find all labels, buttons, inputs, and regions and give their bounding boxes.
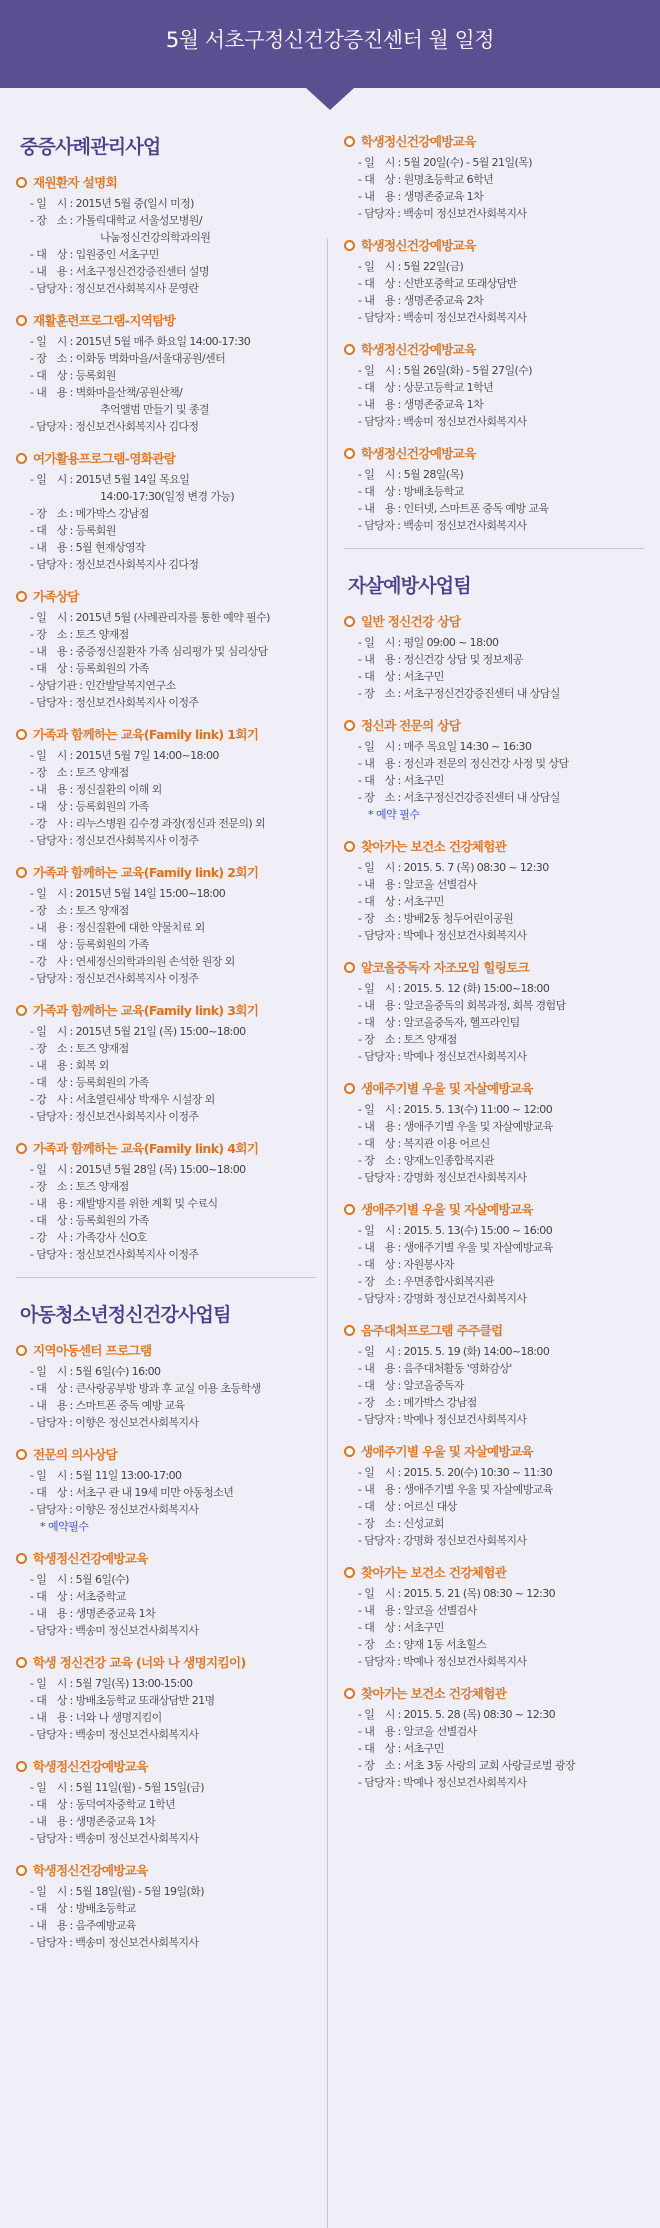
section-divider bbox=[16, 1277, 316, 1278]
detail-row: - 일 시 : 2015년 5월 매주 화요일 14:00-17:30 bbox=[30, 335, 251, 348]
schedule-item bbox=[16, 1341, 316, 1431]
detail-row: - 내 용 : 정신질환의 이해 외 bbox=[30, 783, 162, 796]
detail-row: - 대 상 : 어르신 대상 bbox=[358, 1500, 457, 1513]
detail-row: - 장 소 : 신성교회 bbox=[358, 1517, 444, 1530]
detail-row: - 강 사 : 리누스병원 김수경 과장(정신과 전문의) 외 bbox=[30, 817, 266, 830]
detail-row: - 담당자 : 박예나 정신보건사회복지사 bbox=[358, 1655, 527, 1668]
detail-row: - 담당자 : 백송미 정신보건사회복지사 bbox=[358, 207, 527, 220]
detail-row: - 강 사 : 가족강사 신O호 bbox=[30, 1231, 147, 1244]
item-title: 전문의 의사상담 bbox=[33, 1447, 118, 1462]
item-title-row bbox=[16, 311, 316, 329]
detail-row: - 내 용 : 5월 현재상영작 bbox=[30, 541, 146, 554]
detail-row: - 대 상 : 등록회원 bbox=[30, 524, 116, 537]
item-title-row bbox=[344, 444, 644, 462]
reservation-note: * 예약 필수 bbox=[368, 808, 420, 821]
orange-circle-icon bbox=[344, 1688, 355, 1699]
orange-circle-icon bbox=[344, 1325, 355, 1336]
orange-circle-icon bbox=[344, 1567, 355, 1578]
orange-circle-icon bbox=[344, 448, 355, 459]
detail-row: - 담당자 : 강명화 정신보건사회복지사 bbox=[358, 1171, 527, 1184]
detail-row: - 일 시 : 2015년 5월 21일 (목) 15:00~18:00 bbox=[30, 1025, 246, 1038]
item-title-row bbox=[344, 132, 644, 150]
detail-row: - 대 상 : 원명초등학교 6학년 bbox=[358, 173, 494, 186]
detail-row: - 대 상 : 방배초등학교 bbox=[30, 1902, 136, 1915]
detail-row: - 내 용 : 음주대처활동 '영화감상' bbox=[358, 1362, 512, 1375]
item-title-row bbox=[16, 173, 316, 191]
orange-circle-icon bbox=[16, 1449, 27, 1460]
orange-circle-icon bbox=[16, 1865, 27, 1876]
item-title-row bbox=[16, 1139, 316, 1157]
item-title: 가족과 함께하는 교육(Family link) 1회기 bbox=[33, 727, 259, 742]
item-title: 학생정신건강예방교육 bbox=[33, 1863, 148, 1878]
item-title-row bbox=[344, 236, 644, 254]
detail-row: - 내 용 : 음주예방교육 bbox=[30, 1919, 136, 1932]
item-title: 생애주기별 우울 및 자살예방교육 bbox=[361, 1444, 533, 1459]
detail-row: - 내 용 : 벽화마을산책/공원산책/ bbox=[30, 386, 183, 399]
item-title: 재원환자 설명회 bbox=[33, 175, 118, 190]
detail-row: - 담당자 : 정신보건사회복지사 이정주 bbox=[30, 696, 199, 709]
detail-row: - 내 용 : 너와 나 생명지킴이 bbox=[30, 1711, 162, 1724]
detail-row: - 장 소 : 토즈 양재점 bbox=[30, 1180, 129, 1193]
schedule-item bbox=[16, 863, 316, 987]
reservation-note: * 예약필수 bbox=[40, 1520, 89, 1533]
item-title: 학생정신건강예방교육 bbox=[361, 342, 476, 357]
detail-row: 추억앨범 만들기 및 종결 bbox=[100, 403, 209, 416]
detail-row: - 일 시 : 2015. 5. 13(수) 15:00 ~ 16:00 bbox=[358, 1224, 553, 1237]
detail-row: - 담당자 : 박예나 정신보건사회복지사 bbox=[358, 1776, 527, 1789]
schedule-item bbox=[344, 1563, 644, 1670]
detail-row: - 일 시 : 5월 11일(월) - 5월 15일(금) bbox=[30, 1781, 204, 1794]
detail-row: - 대 상 : 서초구민 bbox=[358, 1621, 444, 1634]
item-title-row bbox=[344, 716, 644, 734]
orange-circle-icon bbox=[16, 453, 27, 464]
detail-row: - 일 시 : 2015년 5월 14일 15:00~18:00 bbox=[30, 887, 226, 900]
detail-row: - 담당자 : 백송미 정신보건사회복지사 bbox=[30, 1936, 199, 1949]
item-title-row bbox=[16, 1341, 316, 1359]
item-title: 학생정신건강예방교육 bbox=[361, 134, 476, 149]
detail-row: - 대 상 : 신반포중학교 또래상담반 bbox=[358, 277, 517, 290]
item-title-row bbox=[344, 1321, 644, 1339]
detail-row: - 대 상 : 서초중학교 bbox=[30, 1590, 126, 1603]
detail-row: 14:00-17:30(일정 변경 가능) bbox=[100, 490, 235, 503]
schedule-item bbox=[16, 1549, 316, 1639]
detail-row: - 담당자 : 이향은 정신보건사회복지사 bbox=[30, 1416, 199, 1429]
detail-row: - 내 용 : 알코올중독의 회복과정, 회복 경험담 bbox=[358, 999, 566, 1012]
detail-row: - 내 용 : 스마트폰 중독 예방 교육 bbox=[30, 1399, 185, 1412]
section-title: 중증사례관리사업 bbox=[20, 136, 161, 158]
detail-row: - 담당자 : 정신보건사회복지사 김다정 bbox=[30, 420, 199, 433]
item-title: 가족상담 bbox=[33, 589, 79, 604]
detail-row: - 담당자 : 백송미 정신보건사회복지사 bbox=[30, 1728, 199, 1741]
schedule-item bbox=[16, 449, 316, 573]
detail-row: - 담당자 : 정신보건사회복지사 이정주 bbox=[30, 834, 199, 847]
item-title: 음주대처프로그램 주주클럽 bbox=[361, 1323, 503, 1338]
detail-row: - 담당자 : 박예나 정신보건사회복지사 bbox=[358, 1050, 527, 1063]
orange-circle-icon bbox=[344, 1446, 355, 1457]
detail-row: - 장 소 : 서초구정신건강증진센터 내 상담실 bbox=[358, 791, 560, 804]
detail-row: - 대 상 : 입원중인 서초구민 bbox=[30, 248, 159, 261]
orange-circle-icon bbox=[16, 1761, 27, 1772]
detail-row: - 장 소 : 메가박스 강남점 bbox=[358, 1396, 477, 1409]
schedule-content bbox=[0, 88, 660, 1965]
schedule-item bbox=[16, 1139, 316, 1263]
item-title-row bbox=[344, 612, 644, 630]
detail-row: - 대 상 : 등록회원의 가족 bbox=[30, 662, 149, 675]
schedule-item bbox=[16, 1653, 316, 1743]
orange-circle-icon bbox=[344, 1083, 355, 1094]
schedule-item bbox=[344, 1442, 644, 1549]
detail-row: - 대 상 : 서초구민 bbox=[358, 774, 444, 787]
detail-row: - 장 소 : 토즈 양재점 bbox=[30, 766, 129, 779]
item-title: 학생정신건강예방교육 bbox=[361, 238, 476, 253]
detail-row: - 장 소 : 토즈 양재점 bbox=[30, 904, 129, 917]
page-title: 5월 서초구정신건강증진센터 월 일정 bbox=[165, 28, 495, 52]
orange-circle-icon bbox=[344, 962, 355, 973]
detail-row: - 내 용 : 생명존중교육 1차 bbox=[30, 1607, 156, 1620]
detail-row: - 내 용 : 생명존중교육 2차 bbox=[358, 294, 484, 307]
item-title-row bbox=[16, 1001, 316, 1019]
detail-row: - 담당자 : 박예나 정신보건사회복지사 bbox=[358, 1413, 527, 1426]
detail-row: - 일 시 : 2015년 5월 28일 (목) 15:00~18:00 bbox=[30, 1163, 246, 1176]
schedule-item bbox=[344, 132, 644, 222]
schedule-item bbox=[344, 236, 644, 326]
schedule-item bbox=[344, 1200, 644, 1307]
detail-row: - 담당자 : 백송미 정신보건사회복지사 bbox=[358, 519, 527, 532]
detail-row: - 대 상 : 서초구민 bbox=[358, 895, 444, 908]
item-title: 알코올중독자 자조모임 힐링토크 bbox=[361, 960, 530, 975]
detail-row: - 일 시 : 2015년 5월 (사례관리자를 통한 예약 필수) bbox=[30, 611, 270, 624]
detail-row: - 장 소 : 토즈 양재점 bbox=[30, 628, 129, 641]
detail-row: - 대 상 : 알코올중독자 bbox=[358, 1379, 464, 1392]
detail-row: - 일 시 : 2015. 5. 7 (목) 08:30 ~ 12:30 bbox=[358, 861, 549, 874]
orange-circle-icon bbox=[344, 720, 355, 731]
item-title-row bbox=[344, 1079, 644, 1097]
item-title: 학생정신건강예방교육 bbox=[33, 1759, 148, 1774]
left-column bbox=[16, 132, 316, 1965]
item-title-row bbox=[16, 725, 316, 743]
schedule-item bbox=[344, 1079, 644, 1186]
item-title: 찾아가는 보건소 건강체험관 bbox=[361, 839, 507, 854]
item-title-row bbox=[16, 1549, 316, 1567]
detail-row: - 내 용 : 알코올 선별검사 bbox=[358, 1604, 477, 1617]
detail-row: - 일 시 : 매주 목요일 14:30 ~ 16:30 bbox=[358, 740, 532, 753]
detail-row: - 일 시 : 2015. 5. 13(수) 11:00 ~ 12:00 bbox=[358, 1103, 553, 1116]
detail-row: - 장 소 : 가톨릭대학교 서울성모병원/ bbox=[30, 214, 202, 227]
section-divider bbox=[344, 548, 644, 549]
schedule-item bbox=[344, 444, 644, 534]
detail-row: - 대 상 : 등록회원의 가족 bbox=[30, 1214, 149, 1227]
detail-row: - 담당자 : 정신보건사회복지사 문영란 bbox=[30, 282, 199, 295]
orange-circle-icon bbox=[16, 177, 27, 188]
item-title: 찾아가는 보건소 건강체험관 bbox=[361, 1686, 507, 1701]
detail-row: - 일 시 : 5월 18일(월) - 5월 19일(화) bbox=[30, 1885, 204, 1898]
detail-row: - 담당자 : 박예나 정신보건사회복지사 bbox=[358, 929, 527, 942]
item-title-row bbox=[344, 1684, 644, 1702]
detail-row: - 일 시 : 5월 7일(목) 13:00-15:00 bbox=[30, 1677, 193, 1690]
schedule-item bbox=[344, 1684, 644, 1791]
item-title: 생애주기별 우울 및 자살예방교육 bbox=[361, 1202, 533, 1217]
page-header bbox=[0, 0, 660, 88]
detail-row: - 일 시 : 2015. 5. 20(수) 10:30 ~ 11:30 bbox=[358, 1466, 553, 1479]
orange-circle-icon bbox=[16, 1345, 27, 1356]
detail-row: - 내 용 : 생애주기별 우울 및 자살예방교육 bbox=[358, 1120, 553, 1133]
detail-row: - 담당자 : 백송미 정신보건사회복지사 bbox=[30, 1832, 199, 1845]
item-title-row bbox=[16, 1757, 316, 1775]
orange-circle-icon bbox=[344, 616, 355, 627]
detail-row: - 일 시 : 평일 09:00 ~ 18:00 bbox=[358, 636, 499, 649]
item-title-row bbox=[344, 1563, 644, 1581]
orange-circle-icon bbox=[344, 841, 355, 852]
detail-row: - 대 상 : 서초구 관 내 19세 미만 아동청소년 bbox=[30, 1486, 234, 1499]
schedule-item bbox=[16, 311, 316, 435]
schedule-item bbox=[344, 1321, 644, 1428]
detail-row: - 담당자 : 강명화 정신보건사회복지사 bbox=[358, 1292, 527, 1305]
orange-circle-icon bbox=[344, 1204, 355, 1215]
item-title-row bbox=[16, 863, 316, 881]
orange-circle-icon bbox=[16, 729, 27, 740]
detail-row: - 일 시 : 2015년 5월 7일 14:00~18:00 bbox=[30, 749, 219, 762]
detail-row: - 담당자 : 백송미 정신보건사회복지사 bbox=[358, 311, 527, 324]
item-title: 찾아가는 보건소 건강체험관 bbox=[361, 1565, 507, 1580]
item-title: 재활훈련프로그램-지역탐방 bbox=[33, 313, 176, 328]
detail-row: - 강 사 : 서초열린세상 박재우 시설장 외 bbox=[30, 1093, 215, 1106]
item-title: 학생정신건강예방교육 bbox=[361, 446, 476, 461]
item-title-row bbox=[16, 1861, 316, 1879]
detail-row: - 내 용 : 알코올 선별검사 bbox=[358, 878, 477, 891]
detail-row: - 담당자 : 강명화 정신보건사회복지사 bbox=[358, 1534, 527, 1547]
detail-row: - 대 상 : 복지관 이용 어르신 bbox=[358, 1137, 490, 1150]
item-title: 가족과 함께하는 교육(Family link) 4회기 bbox=[33, 1141, 259, 1156]
detail-row: - 내 용 : 중증정신질환자 가족 심리평가 및 심리상담 bbox=[30, 645, 268, 658]
detail-row: - 강 사 : 연세정신의학과의원 손석한 원장 외 bbox=[30, 955, 235, 968]
detail-row: - 대 상 : 상문고등학교 1학년 bbox=[358, 381, 494, 394]
item-title-row bbox=[16, 449, 316, 467]
detail-row: - 대 상 : 등록회원의 가족 bbox=[30, 1076, 149, 1089]
detail-row: - 대 상 : 알코올중독자, 헬프라인팀 bbox=[358, 1016, 520, 1029]
item-title: 생애주기별 우울 및 자살예방교육 bbox=[361, 1081, 533, 1096]
schedule-item bbox=[344, 958, 644, 1065]
detail-row: - 담당자 : 정신보건사회복지사 이정주 bbox=[30, 972, 199, 985]
schedule-item bbox=[16, 1861, 316, 1951]
detail-row: - 담당자 : 이향은 정신보건사회복지사 bbox=[30, 1503, 199, 1516]
detail-row: - 내 용 : 생명존중교육 1차 bbox=[358, 398, 484, 411]
detail-row: - 일 시 : 5월 11일 13:00-17:00 bbox=[30, 1469, 182, 1482]
detail-row: - 일 시 : 2015. 5. 21 (목) 08:30 ~ 12:30 bbox=[358, 1587, 556, 1600]
detail-row: - 일 시 : 2015년 5월 중(일시 미정) bbox=[30, 197, 194, 210]
detail-row: - 일 시 : 5월 28일(목) bbox=[358, 468, 464, 481]
detail-row: - 일 시 : 5월 6일(수) bbox=[30, 1573, 129, 1586]
detail-row: - 내 용 : 인터넷, 스마트폰 중독 예방 교육 bbox=[358, 502, 549, 515]
schedule-item bbox=[16, 1757, 316, 1847]
detail-row: - 내 용 : 정신과 전문의 정신건강 사정 및 상담 bbox=[358, 757, 569, 770]
column-divider bbox=[327, 238, 328, 2228]
item-title: 지역아동센터 프로그램 bbox=[33, 1343, 152, 1358]
item-title: 정신과 전문의 상담 bbox=[361, 718, 461, 733]
detail-row: - 담당자 : 정신보건사회복지사 이정주 bbox=[30, 1110, 199, 1123]
item-title: 가족과 함께하는 교육(Family link) 3회기 bbox=[33, 1003, 259, 1018]
orange-circle-icon bbox=[344, 344, 355, 355]
right-column bbox=[344, 132, 644, 1965]
detail-row: - 장 소 : 메가박스 강남점 bbox=[30, 507, 149, 520]
detail-row: - 장 소 : 서초구정신건강증진센터 내 상담실 bbox=[358, 687, 560, 700]
detail-row: - 대 상 : 자원봉사자 bbox=[358, 1258, 454, 1271]
detail-row: - 담당자 : 정신보건사회복지사 이정주 bbox=[30, 1248, 199, 1261]
detail-row: - 상담기관 : 인간발달복지연구소 bbox=[30, 679, 176, 692]
detail-row: - 내 용 : 재발방지를 위한 계획 및 수료식 bbox=[30, 1197, 218, 1210]
item-title: 일반 정신건강 상담 bbox=[361, 614, 461, 629]
item-title-row bbox=[16, 1653, 316, 1671]
detail-row: - 내 용 : 정신질환에 대한 약물치료 외 bbox=[30, 921, 205, 934]
detail-row: - 일 시 : 2015년 5월 14일 목요일 bbox=[30, 473, 190, 486]
item-title-row bbox=[344, 1442, 644, 1460]
detail-row: - 일 시 : 2015. 5. 19 (화) 14:00~18:00 bbox=[358, 1345, 550, 1358]
item-title: 가족과 함께하는 교육(Family link) 2회기 bbox=[33, 865, 259, 880]
detail-row: - 장 소 : 양재 1동 서초힐스 bbox=[358, 1638, 486, 1651]
item-title: 여가활용프로그램-영화관람 bbox=[33, 451, 176, 466]
item-title-row bbox=[344, 1200, 644, 1218]
orange-circle-icon bbox=[16, 315, 27, 326]
schedule-item bbox=[344, 837, 644, 944]
item-title-row bbox=[344, 958, 644, 976]
schedule-item bbox=[16, 1445, 316, 1535]
detail-row: - 대 상 : 동덕여자중학교 1학년 bbox=[30, 1798, 176, 1811]
orange-circle-icon bbox=[16, 1553, 27, 1564]
detail-row: - 내 용 : 서초구정신건강증진센터 설명 bbox=[30, 265, 209, 278]
schedule-item bbox=[16, 587, 316, 711]
detail-row: - 일 시 : 2015. 5. 12 (화) 15:00~18:00 bbox=[358, 982, 550, 995]
detail-row: - 일 시 : 5월 6일(수) 16:00 bbox=[30, 1365, 161, 1378]
detail-row: - 일 시 : 2015. 5. 28 (목) 08:30 ~ 12:30 bbox=[358, 1708, 556, 1721]
orange-circle-icon bbox=[344, 240, 355, 251]
detail-row: - 장 소 : 양재노인종합복지관 bbox=[358, 1154, 494, 1167]
detail-row: - 일 시 : 5월 20일(수) - 5월 21일(목) bbox=[358, 156, 532, 169]
detail-row: - 내 용 : 회복 외 bbox=[30, 1059, 109, 1072]
detail-row: - 담당자 : 백송미 정신보건사회복지사 bbox=[30, 1624, 199, 1637]
section-title: 아동청소년정신건강사업팀 bbox=[20, 1304, 231, 1326]
detail-row: - 대 상 : 서초구민 bbox=[358, 670, 444, 683]
detail-row: - 대 상 : 방배초등학교 bbox=[358, 485, 464, 498]
item-title-row bbox=[16, 1445, 316, 1463]
detail-row: - 내 용 : 정신건강 상담 및 정보제공 bbox=[358, 653, 523, 666]
item-title: 학생 정신건강 교육 (너와 나 생명지킴이) bbox=[33, 1655, 246, 1670]
item-title-row bbox=[344, 340, 644, 358]
schedule-item bbox=[344, 716, 644, 823]
item-title-row bbox=[16, 587, 316, 605]
orange-circle-icon bbox=[16, 1143, 27, 1154]
detail-row: - 내 용 : 생애주기별 우울 및 자살예방교육 bbox=[358, 1241, 553, 1254]
orange-circle-icon bbox=[16, 1657, 27, 1668]
schedule-item bbox=[16, 725, 316, 849]
detail-row: - 장 소 : 방배2동 청두어린이공원 bbox=[358, 912, 514, 925]
orange-circle-icon bbox=[16, 1005, 27, 1016]
detail-row: - 내 용 : 생애주기별 우울 및 자살예방교육 bbox=[358, 1483, 553, 1496]
detail-row: - 내 용 : 생명존중교육 1차 bbox=[30, 1815, 156, 1828]
detail-row: - 대 상 : 방배초등학교 또래상담반 21명 bbox=[30, 1694, 215, 1707]
schedule-item bbox=[16, 173, 316, 297]
detail-row: - 대 상 : 큰사랑공부방 방과 후 교실 이용 초등학생 bbox=[30, 1382, 261, 1395]
orange-circle-icon bbox=[16, 591, 27, 602]
item-title: 학생정신건강예방교육 bbox=[33, 1551, 148, 1566]
item-title-row bbox=[344, 837, 644, 855]
detail-row: - 일 시 : 5월 26일(화) - 5월 27일(수) bbox=[358, 364, 532, 377]
detail-row: - 대 상 : 등록회원의 가족 bbox=[30, 938, 149, 951]
detail-row: - 내 용 : 생명존중교육 1차 bbox=[358, 190, 484, 203]
schedule-item bbox=[16, 1001, 316, 1125]
detail-row: - 대 상 : 등록회원 bbox=[30, 369, 116, 382]
detail-row: - 내 용 : 알코올 선별검사 bbox=[358, 1725, 477, 1738]
detail-row: - 장 소 : 토즈 양재점 bbox=[30, 1042, 129, 1055]
detail-row: - 대 상 : 서초구민 bbox=[358, 1742, 444, 1755]
detail-row: - 장 소 : 서초 3동 사랑의 교회 사랑글로벌 광장 bbox=[358, 1759, 575, 1772]
schedule-item bbox=[344, 612, 644, 702]
detail-row: - 담당자 : 정신보건사회복지사 김다정 bbox=[30, 558, 199, 571]
detail-row: - 대 상 : 등록회원의 가족 bbox=[30, 800, 149, 813]
detail-row: - 일 시 : 5월 22일(금) bbox=[358, 260, 464, 273]
schedule-item bbox=[344, 340, 644, 430]
orange-circle-icon bbox=[16, 867, 27, 878]
section-title: 자살예방사업팀 bbox=[348, 575, 471, 597]
detail-row: - 담당자 : 백송미 정신보건사회복지사 bbox=[358, 415, 527, 428]
detail-row: 나눔정신건강의학과의원 bbox=[100, 231, 211, 244]
detail-row: - 장 소 : 토즈 양재점 bbox=[358, 1033, 457, 1046]
detail-row: - 장 소 : 우면종합사회복지관 bbox=[358, 1275, 494, 1288]
orange-circle-icon bbox=[344, 136, 355, 147]
detail-row: - 장 소 : 이화동 벽화마을/서울대공원/센터 bbox=[30, 352, 226, 365]
